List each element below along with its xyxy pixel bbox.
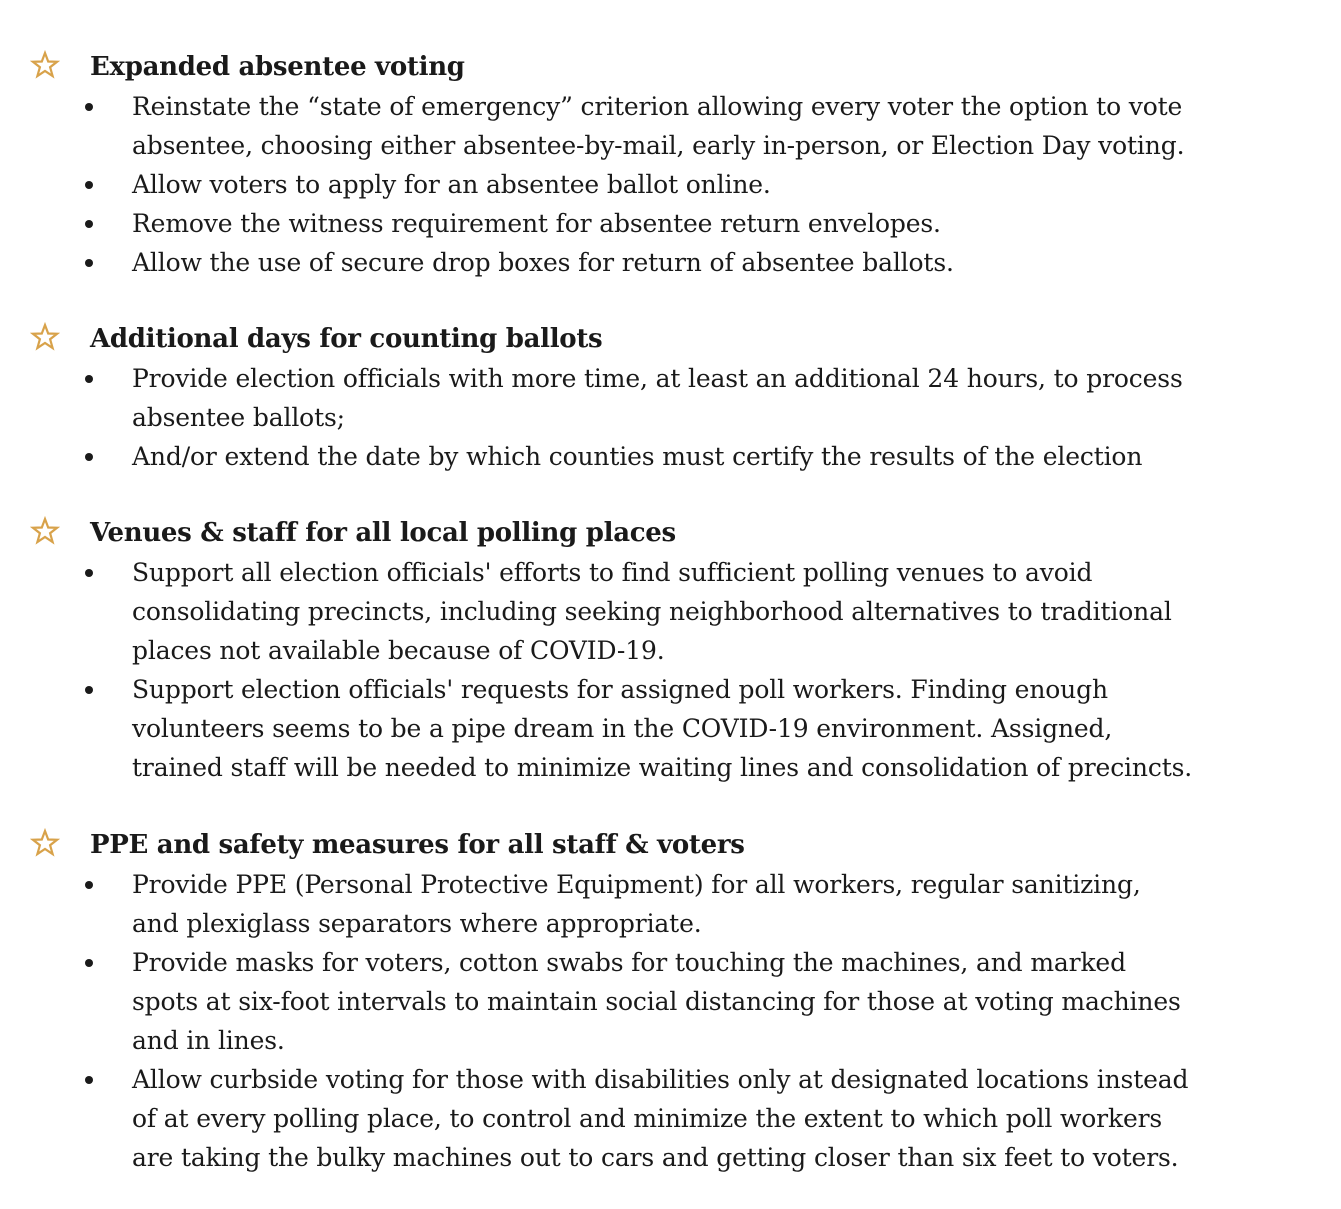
star-icon xyxy=(30,516,60,546)
bullet-icon xyxy=(85,686,93,694)
section-title: PPE and safety measures for all staff & voters xyxy=(90,830,745,860)
text-line: trained staff will be needed to minimize waiting lines and consolidation of precincts. xyxy=(132,753,1193,782)
bullet-icon xyxy=(85,959,93,967)
text-line: absentee ballots; xyxy=(132,403,345,432)
bullet-list xyxy=(0,359,1341,476)
list-item xyxy=(0,165,1341,204)
text-line: Allow the use of secure drop boxes for return of absentee ballots. xyxy=(132,248,954,277)
section-title: Additional days for counting ballots xyxy=(90,324,603,354)
list-item xyxy=(0,943,1341,1060)
text-line: consolidating precincts, including seeking neighborhood alternatives to traditional xyxy=(132,597,1172,626)
star-icon xyxy=(30,828,60,858)
section-additional-days-counting xyxy=(0,320,1341,476)
bullet-icon xyxy=(85,453,93,461)
text-line: Support all election officials' efforts to find sufficient polling venues to avoid xyxy=(132,558,1093,587)
bullet-icon xyxy=(85,881,93,889)
bullet-icon xyxy=(85,220,93,228)
text-line: Provide PPE (Personal Protective Equipment) for all workers, regular sanitizing, xyxy=(132,870,1141,899)
text-line: Allow curbside voting for those with disabilities only at designated locations instead xyxy=(132,1065,1189,1094)
bullet-icon xyxy=(85,569,93,577)
text-line: spots at six-foot intervals to maintain social distancing for those at voting machines xyxy=(132,987,1181,1016)
text-line: of at every polling place, to control and minimize the extent to which poll workers xyxy=(132,1104,1163,1133)
text-line: Provide election officials with more time, at least an additional 24 hours, to process xyxy=(132,364,1183,393)
text-line: absentee, choosing either absentee-by-mail, early in-person, or Election Day voting. xyxy=(132,131,1185,160)
text-line: are taking the bulky machines out to cars and getting closer than six feet to voters. xyxy=(132,1143,1179,1172)
list-item xyxy=(0,204,1341,243)
star-icon xyxy=(30,50,60,80)
list-item xyxy=(0,87,1341,165)
list-item xyxy=(0,553,1341,670)
text-line: and in lines. xyxy=(132,1026,285,1055)
section-heading xyxy=(0,514,1341,553)
section-title: Venues & staff for all local polling places xyxy=(90,518,676,548)
text-line: And/or extend the date by which counties must certify the results of the election xyxy=(132,442,1143,471)
list-item xyxy=(0,670,1341,787)
section-expanded-absentee-voting xyxy=(0,48,1341,282)
section-title: Expanded absentee voting xyxy=(90,52,465,82)
bullet-icon xyxy=(85,181,93,189)
section-heading xyxy=(0,48,1341,87)
bullet-list xyxy=(0,865,1341,1177)
bullet-icon xyxy=(85,103,93,111)
text-line: Support election officials' requests for assigned poll workers. Finding enough xyxy=(132,675,1108,704)
text-line: Provide masks for voters, cotton swabs for touching the machines, and marked xyxy=(132,948,1126,977)
text-line: Remove the witness requirement for absentee return envelopes. xyxy=(132,209,941,238)
bullet-list xyxy=(0,553,1341,787)
text-line: Reinstate the “state of emergency” criterion allowing every voter the option to vote xyxy=(132,92,1183,121)
bullet-icon xyxy=(85,259,93,267)
bullet-icon xyxy=(85,1076,93,1084)
list-item xyxy=(0,865,1341,943)
list-item xyxy=(0,243,1341,282)
section-ppe-safety xyxy=(0,826,1341,1177)
text-line: places not available because of COVID-19. xyxy=(132,636,665,665)
bullet-list xyxy=(0,87,1341,282)
bullet-icon xyxy=(85,375,93,383)
text-line: volunteers seems to be a pipe dream in the COVID-19 environment. Assigned, xyxy=(132,714,1113,743)
text-line: Allow voters to apply for an absentee ballot online. xyxy=(132,170,771,199)
list-item xyxy=(0,437,1341,476)
list-item xyxy=(0,359,1341,437)
star-icon xyxy=(30,322,60,352)
text-line: and plexiglass separators where appropriate. xyxy=(132,909,702,938)
section-heading xyxy=(0,826,1341,865)
list-item xyxy=(0,1060,1341,1177)
section-venues-staff xyxy=(0,514,1341,787)
section-heading xyxy=(0,320,1341,359)
